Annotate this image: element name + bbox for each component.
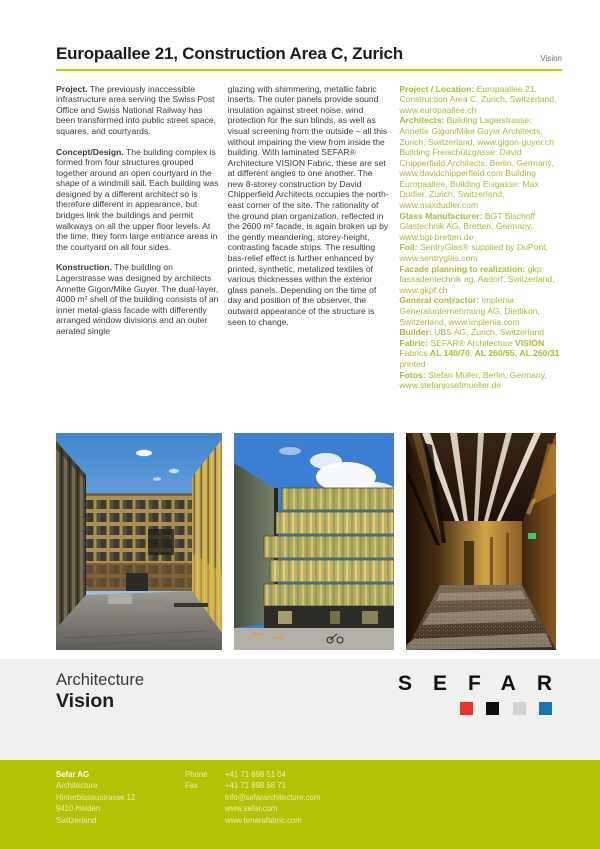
accent-rule [56, 69, 562, 71]
logo-square [460, 702, 473, 715]
contact-line [185, 780, 320, 791]
spec-label: Project / Location: [399, 83, 475, 94]
spec-label: Architects: [399, 115, 445, 126]
spec-label: AL 260/55 [474, 348, 515, 359]
corridor-photo [406, 433, 556, 650]
footer-band [0, 659, 600, 760]
article-columns [56, 84, 562, 391]
contact-value: www.sefar.com [225, 804, 278, 814]
spec-label: AL 260/31 [519, 348, 560, 359]
brand-block [56, 671, 144, 712]
address-line: Switzerland [56, 815, 97, 825]
article-column-1 [56, 84, 219, 391]
article-column-2 [228, 84, 391, 391]
courtyard-photo [56, 433, 222, 650]
address-line: Hinterbissaustrasse 12 [56, 792, 136, 802]
contact-label [185, 792, 225, 803]
spec-value: , [469, 348, 475, 359]
contact-label [185, 815, 225, 826]
sefar-logo-wordmark: SEFAR [397, 672, 573, 695]
spec-label: Fabric: [399, 337, 428, 348]
contact-value: +41 71 898 58 71 [225, 781, 286, 791]
spec-value: Implenia Generalunternehmung AG, Dietlikon, Switzerland, www.implenia.com [399, 295, 540, 327]
project-specs-column [399, 84, 562, 391]
contact-label [185, 803, 225, 814]
spec-label: General contractor: [399, 295, 480, 306]
spec-entry [399, 295, 562, 327]
contact-value: www.tenarafabric.com [225, 815, 302, 825]
spec-value: Building Lagerstrasse: Annette Gigon/Mike Guyer Architects, Zurich, Switzerland, www.gigon-guyer.ch Building Freischützgasse: David Chipperfield Architects, Berlin, Germany, www.davidchipperfield.com Building Europaallee, Building Eisgasse: Max Dudler, Zurich, Switzerland, www.maxdudler.com [399, 115, 555, 211]
spec-entry [399, 84, 562, 116]
address-line: 9410 Heiden [56, 804, 101, 814]
contact-line [185, 815, 320, 826]
spec-value: Europaallee 21, Construction Area C, Zurich, Switzerland, www.europaallee.ch [399, 83, 557, 115]
company-contact [185, 769, 320, 826]
contact-line [185, 803, 320, 814]
spec-label: AL 140/70 [429, 348, 470, 359]
spec-value: UBS AG, Zurich, Switzerland [431, 327, 545, 338]
spec-label: Builder: [399, 327, 432, 338]
spec-label: Facade planning to realization: [399, 263, 526, 274]
spec-entry [399, 115, 562, 210]
contact-value: +41 71 898 51 04 [225, 770, 286, 779]
logo-square [486, 702, 499, 715]
spec-entry [399, 370, 562, 391]
spec-value: gkp fassadentechnik ag, Aadorf, Switzerland, www.gkpf.ch [399, 263, 555, 295]
logo-square [539, 702, 552, 715]
spec-label: Fotos: [399, 369, 426, 380]
spec-value: printed [399, 358, 426, 369]
spec-value: BGT Bischoff Glastechnik AG, Bretten, Germany, www.bgt-bretten.de [399, 210, 536, 242]
paragraph-lead: Konstruction. [56, 262, 112, 273]
spec-value: , [514, 348, 520, 359]
photo-strip [56, 433, 556, 650]
page-content [56, 0, 562, 391]
address-line: Architecture [56, 781, 98, 791]
spec-label: VISION [515, 337, 545, 348]
paragraph: Concept/Design. The building complex is formed from four structures grouped together around an open courtyard in the shape of a windmill sail. Each building was designed by a different architect so is therefore different in appearance, but bridges link the buildings and permit walkways on all the upper floor levels. At the time, they form large entrance areas in the courtyard on all four sides. [56, 146, 219, 252]
company-address [56, 769, 135, 826]
paragraph: Project. The previously inaccessible infrastructure area serving the Swiss Post Office and Swiss National Railway has been transformed into public street space, squares, and courtyards. [56, 83, 217, 136]
spec-entry [399, 211, 562, 243]
contact-label: Fax [185, 781, 198, 791]
spec-value: Stefan Müller, Berlin, Germany, www.stefanjosefmueller.de [399, 369, 547, 391]
spec-value: Fabrics [399, 348, 430, 359]
spec-value: SentryGlas® supplied by DuPont, www.sentryglas.com [399, 242, 548, 264]
spec-label: Glass Manufacturer: [399, 210, 483, 221]
brand-architecture: Architecture [56, 671, 145, 689]
corner-label: Vision [540, 53, 562, 63]
header [56, 0, 562, 64]
paragraph-lead: Concept/Design. [56, 146, 124, 157]
contact-line [185, 769, 320, 780]
contact-bar [0, 760, 600, 849]
contact-value: info@sefararchitecture.com [225, 792, 321, 802]
address-line: Sefar AG [56, 770, 90, 779]
spec-entry [399, 242, 562, 263]
page-title: Europaallee 21, Construction Area C, Zurich [56, 44, 403, 63]
paragraph: glazing with shimmering, metallic fabric inserts. The outer panels provide sound insulation against street noise, wind protection for the sun blinds, as well as visual screening from the outside – all this without impairing the view from inside the building. With laminated SEFAR® Architecture VISION Fabric, these are set at different angles to one another. The new 8-storey construction by David Chipperfield Architects occupies the north-east corner of the site. The rationality of the ground plan organization, reflected in the 2600 m² facade, is again broken up by the gently meandering, storey-height, contrasting facade strips. The resulting bas-relief effect is further enhanced by printed, synthetic, metalized textiles of various thicknesses within the exterior glass panels. Depending on the time of day and position of the observer, the outward appearance of the structure is seen to change. [227, 83, 389, 327]
sefar-logo [397, 672, 573, 715]
spec-entry [399, 264, 562, 296]
paragraph: Konstruction. The building on Lagerstrasse was designed by architects Annette Gigon/Mike Guyer. The dual-layer, 4000 m² shell of the building consists of an inner metal-glass facade with differently arranged window divisions and an outer aerated single [56, 262, 219, 337]
sefar-logo-squares [398, 702, 552, 715]
logo-square [513, 702, 526, 715]
contact-label: Phone [185, 770, 208, 779]
spec-label: Foil: [399, 242, 418, 253]
contact-line [185, 792, 320, 803]
spec-entry [399, 327, 562, 338]
brand-vision: Vision [56, 689, 115, 712]
paragraph-lead: Project. [56, 83, 88, 94]
spec-entry [399, 338, 562, 370]
facade-photo [234, 433, 394, 650]
spec-value: SEFAR® Architecture [427, 337, 516, 348]
